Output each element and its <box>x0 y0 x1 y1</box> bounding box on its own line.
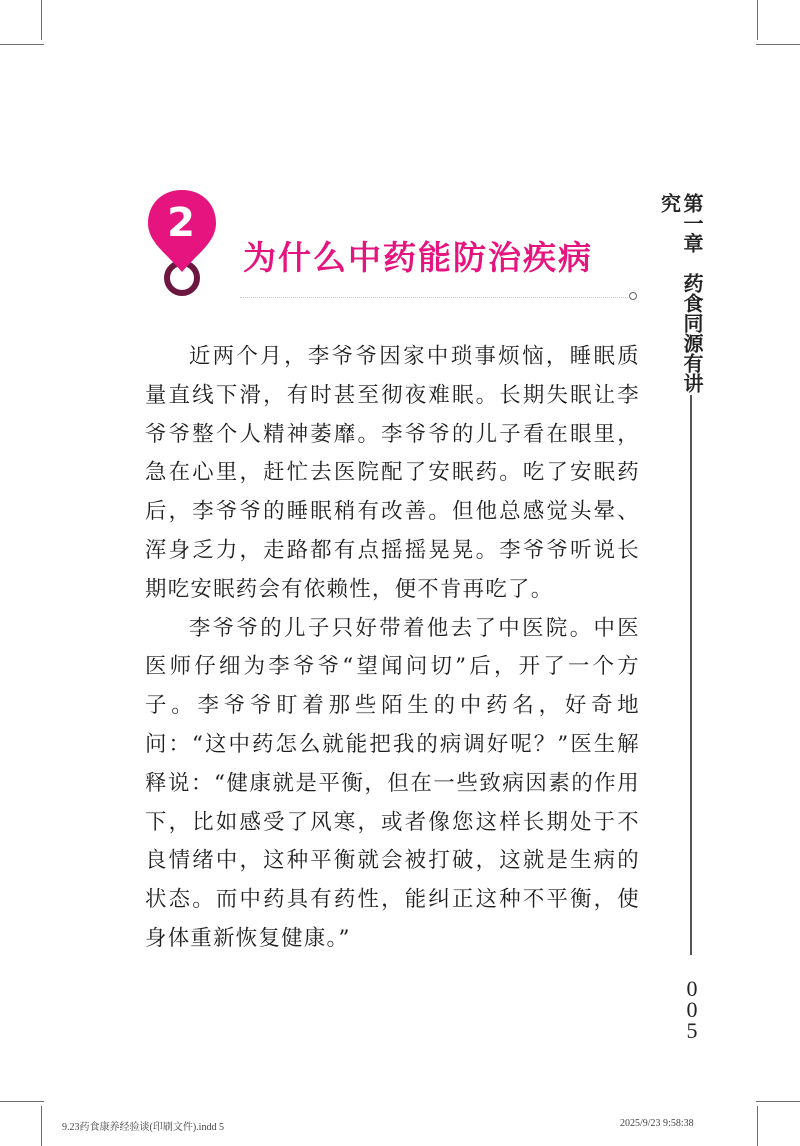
section-badge <box>148 188 222 300</box>
print-slug-datetime: 2025/9/23 9:58:38 <box>620 1118 694 1129</box>
chapter-rule <box>690 395 692 955</box>
crop-mark <box>41 0 42 40</box>
crop-mark <box>41 1106 42 1146</box>
crop-mark <box>757 0 758 40</box>
crop-mark <box>756 44 800 45</box>
crop-mark <box>0 44 44 45</box>
section-title: 为什么中药能防治疾病 <box>243 238 593 277</box>
crop-mark <box>0 1101 44 1102</box>
title-divider <box>240 297 628 298</box>
paragraph: 李爷爷的儿子只好带着他去了中医院。中医医师仔细为李爷爷“望闻问切”后，开了一个方子。李爷爷盯着那些陌生的中药名，好奇地问：“这中药怎么就能把我的病调好呢？”医生解释说：“健康就是平衡，但在一些致病因素的作用下，比如感受了风寒，或者像您这样长期处于不良情绪中，这种平衡就会被打破，这就是生病的状态。而中药具有药性，能纠正这种不平衡，使身体重新恢复健康。” <box>145 615 640 951</box>
crop-mark <box>757 1106 758 1146</box>
page-number: 0 0 5 <box>686 976 698 1043</box>
body-text <box>145 338 640 959</box>
chapter-tab: 第一章 药食同源有讲究 <box>657 193 704 393</box>
paragraph: 近两个月，李爷爷因家中琐事烦恼，睡眠质量直线下滑，有时甚至彻夜难眠。长期失眠让李爷爷整个人精神萎靡。李爷爷的儿子看在眼里，急在心里，赶忙去医院配了安眠药。吃了安眠药后，李爷爷的睡眠稍有改善。但他总感觉头晕、浑身乏力，走路都有点摇摇晃晃。李爷爷听说长期吃安眠药会有依赖性，便不肯再吃了。 <box>145 344 640 602</box>
crop-mark <box>756 1101 800 1102</box>
print-slug-file: 9.23药食康养经验谈(印刷文件).indd 5 <box>62 1122 224 1133</box>
divider-end-dot <box>629 292 637 300</box>
section-number: 2 <box>167 200 195 246</box>
